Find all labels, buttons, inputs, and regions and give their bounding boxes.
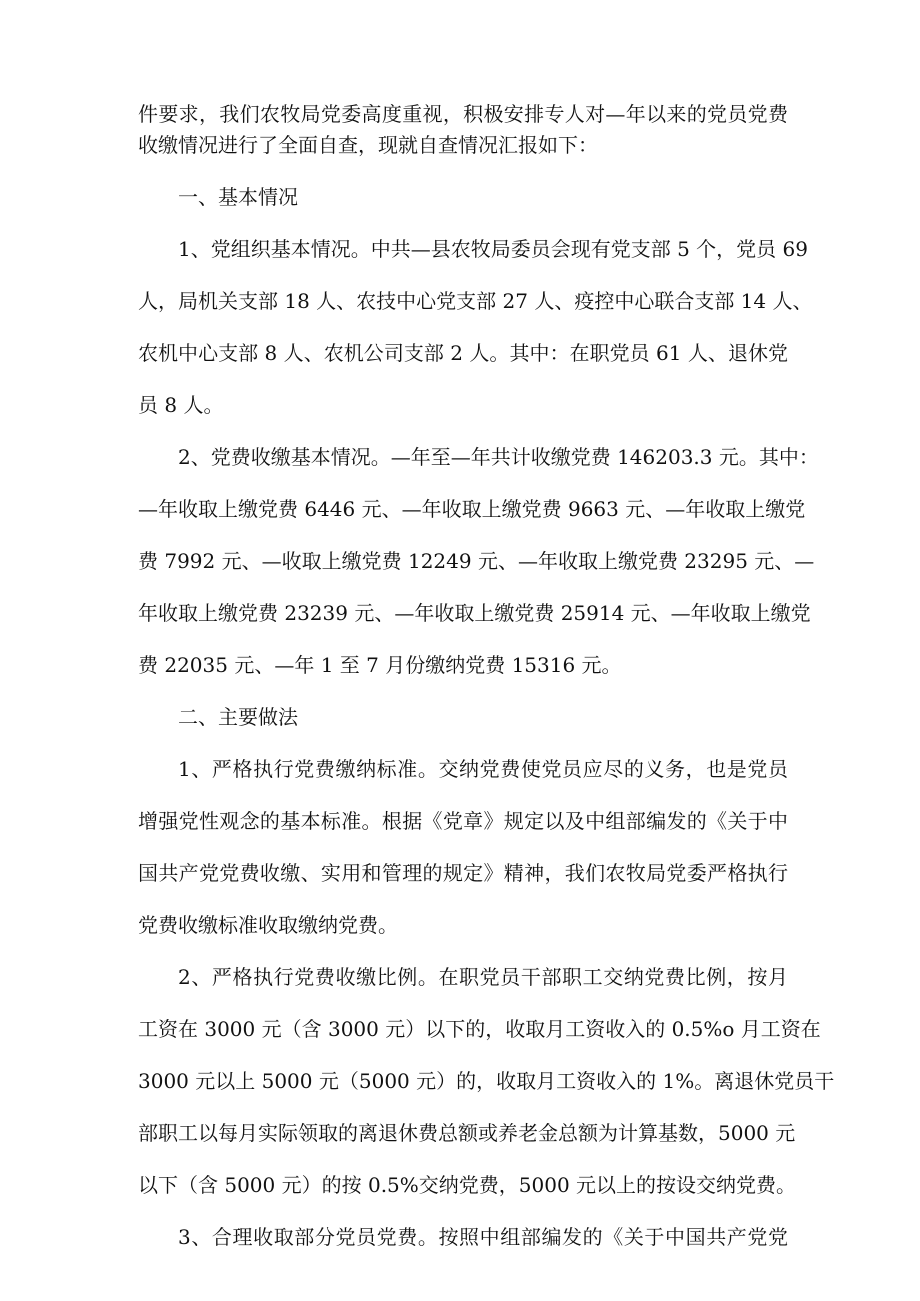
text-line: 1、严格执行党费缴纳标准。交纳党费使党员应尽的义务，也是党员	[178, 757, 788, 781]
text-line: 费 22035 元、—年 1 至 7 月份缴纳党费 15316 元。	[138, 653, 622, 677]
text-line: 费 7992 元、—收取上缴党费 12249 元、—年收取上缴党费 23295 元、—	[138, 549, 815, 573]
paragraph	[138, 1223, 788, 1251]
text-line: 增强党性观念的基本标准。根据《党章》规定以及中组部编发的《关于中	[138, 809, 788, 833]
text-line: 年收取上缴党费 23239 元、—年收取上缴党费 25914 元、—年收取上缴党	[138, 601, 811, 625]
heading-text: 一、基本情况	[178, 185, 298, 209]
text-line: 党费收缴标准收取缴纳党费。	[138, 913, 398, 937]
text-line: 2、党费收缴基本情况。—年至—年共计收缴党费 146203.3 元。其中：	[178, 445, 819, 469]
paragraph	[138, 755, 788, 939]
text-line: 3000 元以上 5000 元（5000 元）的，收取月工资收入的 1%。离退休党员干	[138, 1069, 835, 1093]
text-line: 国共产党党费收缴、实用和管理的规定》精神，我们农牧局党委严格执行	[138, 861, 788, 885]
text-line: 件要求，我们农牧局党委高度重视，积极安排专人对—年以来的党员党费	[138, 102, 788, 126]
text-line: 3、合理收取部分党员党费。按照中组部编发的《关于中国共产党党	[178, 1225, 788, 1249]
text-line: 人，局机关支部 18 人、农技中心党支部 27 人、疫控中心联合支部 14 人、	[138, 289, 813, 313]
paragraph	[138, 100, 788, 159]
text-line: 1、党组织基本情况。中共—县农牧局委员会现有党支部 5 个，党员 69	[178, 237, 808, 261]
paragraph	[138, 443, 819, 679]
text-line: 工资在 3000 元（含 3000 元）以下的，收取月工资收入的 0.5%o 月工资在	[138, 1017, 821, 1041]
section-heading	[138, 703, 788, 731]
text-line: 收缴情况进行了全面自查，现就自查情况汇报如下：	[138, 133, 598, 157]
document-body	[138, 100, 835, 1251]
paragraph	[138, 963, 835, 1199]
text-line: 员 8 人。	[138, 393, 224, 417]
text-line: 农机中心支部 8 人、农机公司支部 2 人。其中：在职党员 61 人、退休党	[138, 341, 788, 365]
text-line: 以下（含 5000 元）的按 0.5%交纳党费，5000 元以上的按设交纳党费。	[138, 1173, 797, 1197]
text-line: 2、严格执行党费收缴比例。在职党员干部职工交纳党费比例，按月	[178, 965, 788, 989]
text-line: 部职工以每月实际领取的离退休费总额或养老金总额为计算基数，5000 元	[138, 1121, 796, 1145]
section-heading	[138, 183, 788, 211]
heading-text: 二、主要做法	[178, 705, 298, 729]
paragraph	[138, 235, 813, 419]
text-line: —年收取上缴党费 6446 元、—年收取上缴党费 9663 元、—年收取上缴党	[138, 497, 806, 521]
